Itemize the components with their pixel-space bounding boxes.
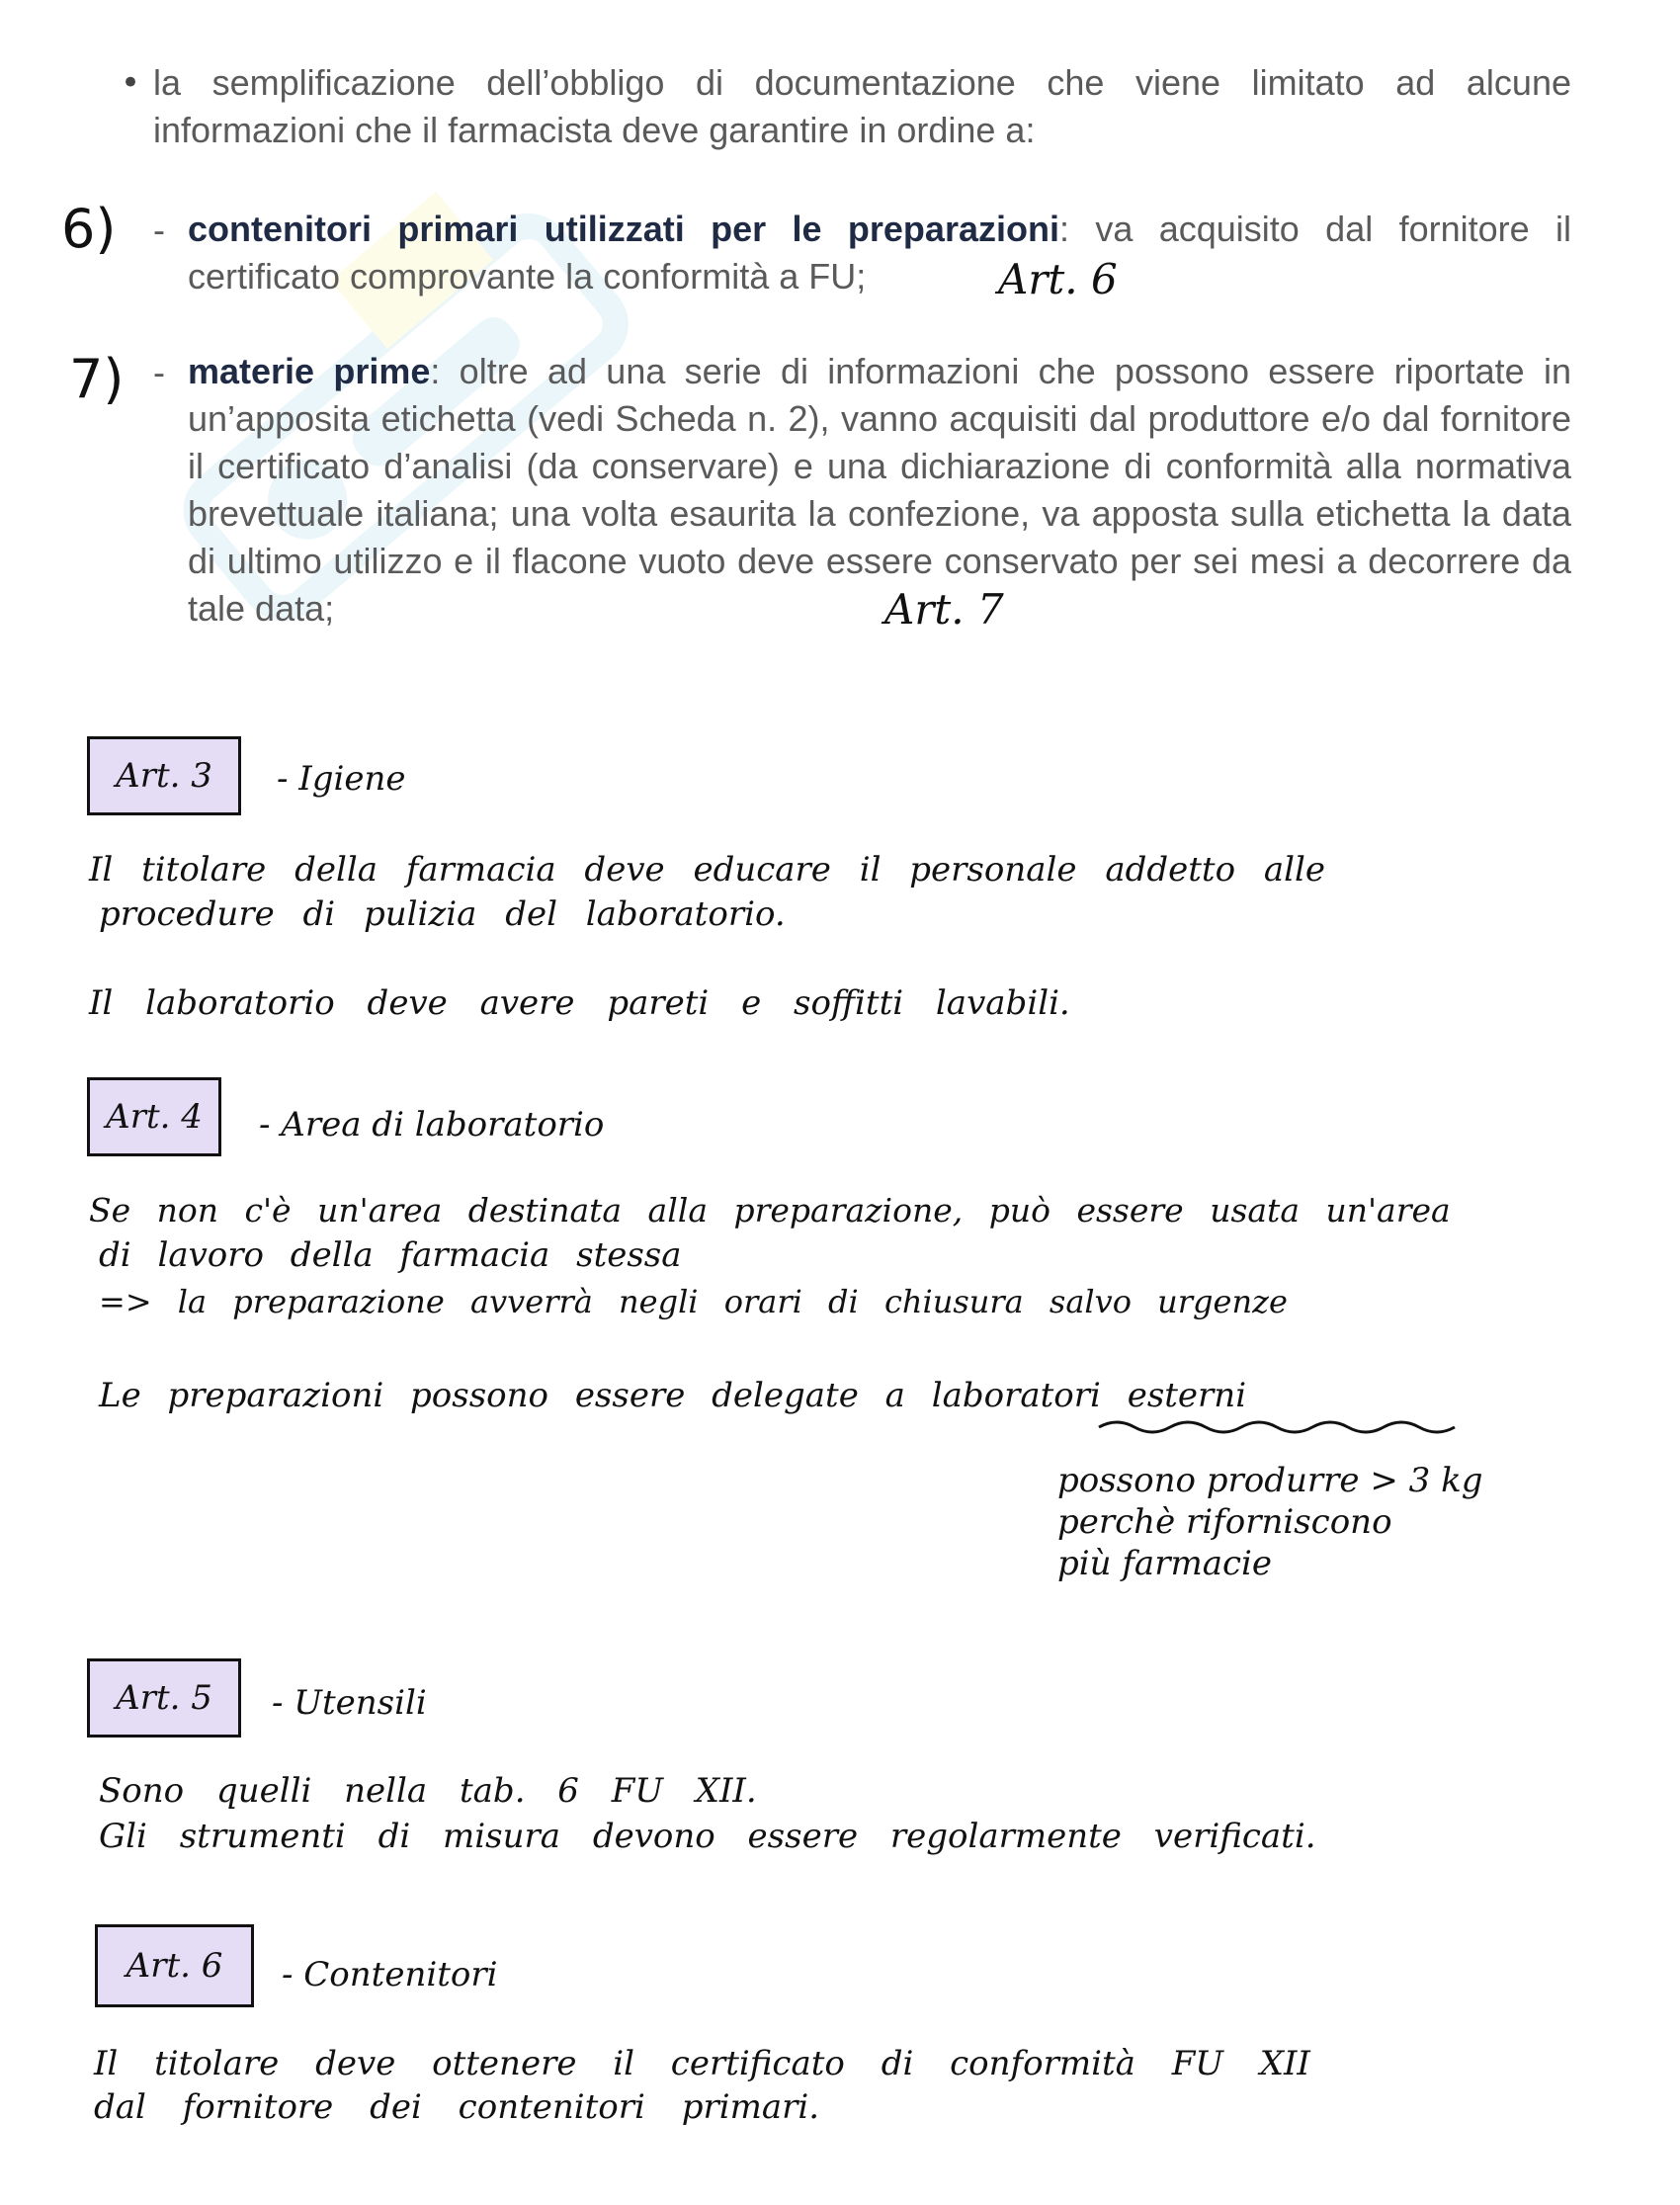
dash-marker: - <box>153 210 165 250</box>
margin-number-7: 7) <box>69 348 125 410</box>
item6-text: : va acquisito dal fornitore il certificato comprovante la conformità a FU; <box>188 209 1572 297</box>
item6-heading: contenitori primari utilizzati per le preparazioni <box>188 209 1059 249</box>
art4-label: Art. 4 <box>106 1097 203 1137</box>
item7-heading: materie prime <box>188 351 431 391</box>
art3-title: - Igiene <box>277 759 406 799</box>
art4-line2: di lavoro della farmacia stessa <box>99 1235 682 1275</box>
dash-marker: - <box>153 352 165 392</box>
printed-item-raw-materials <box>188 348 1571 633</box>
printed-item-containers <box>188 206 1571 300</box>
art3-line2: procedure di pulizia del laboratorio. <box>99 894 786 934</box>
art3-label: Art. 3 <box>116 756 212 796</box>
art5-title: - Utensili <box>272 1683 427 1723</box>
art6-title: - Contenitori <box>282 1955 498 1994</box>
art4-note-line2: perchè riforniscono <box>1057 1502 1392 1542</box>
art3-box <box>87 736 241 815</box>
art6-line2: dal fornitore dei contenitori primari. <box>94 2087 820 2127</box>
margin-number-6: 6) <box>61 198 117 260</box>
art4-line4 <box>99 1376 1246 1415</box>
art4-underlined-term: laboratori esterni <box>931 1376 1247 1415</box>
art4-line4-text: Le preparazioni possono essere delegate a <box>99 1376 932 1415</box>
art4-note-line1: possono produrre > 3 kg <box>1057 1461 1483 1500</box>
art4-line3: => la preparazione avverrà negli orari di chiusura salvo urgenze <box>99 1283 1288 1320</box>
item7-text: : oltre ad una serie di informazioni che possono essere riportate in un’apposita etichetta (vedi Scheda n. 2), vanno acquisiti dal produttore e/o dal fornitore il certificato d’analisi (da conservare) e una dichiarazione di conformità alla normativa brevettuale italiana; una volta esaurita la confezione, va apposta sulla etichetta la data di ultimo utilizzo e il flacone vuoto deve essere conservato per sei mesi a decorrere da tale data; <box>188 351 1572 629</box>
art4-box <box>87 1077 221 1156</box>
art6-box <box>95 1924 254 2007</box>
intro-text: la semplificazione dell’obbligo di documentazione che viene limitato ad alcune informazioni che il farmacista deve garantire in ordine a: <box>153 62 1571 150</box>
wavy-underline <box>1097 1415 1472 1439</box>
art6-label: Art. 6 <box>126 1946 223 1986</box>
art4-title: - Area di laboratorio <box>259 1105 605 1145</box>
art5-label: Art. 5 <box>116 1678 212 1718</box>
art5-line1: Sono quelli nella tab. 6 FU XII. <box>99 1771 757 1811</box>
art6-line1: Il titolare deve ottenere il certificato di conformità FU XII <box>94 2044 1310 2083</box>
art7-reference-note: Art. 7 <box>884 585 1004 634</box>
art5-box <box>87 1658 241 1738</box>
printed-intro-paragraph <box>153 59 1571 154</box>
art3-line1: Il titolare della farmacia deve educare il personale addetto alle <box>89 850 1325 890</box>
bullet-marker: • <box>121 63 141 103</box>
art3-line3: Il laboratorio deve avere pareti e soffitti lavabili. <box>89 983 1070 1023</box>
art6-reference-note: Art. 6 <box>998 255 1118 303</box>
art4-note-line3: più farmacie <box>1057 1544 1272 1583</box>
art4-line1: Se non c'è un'area destinata alla preparazione, può essere usata un'area <box>89 1191 1451 1230</box>
art5-line2: Gli strumenti di misura devono essere regolarmente verificati. <box>99 1817 1316 1856</box>
